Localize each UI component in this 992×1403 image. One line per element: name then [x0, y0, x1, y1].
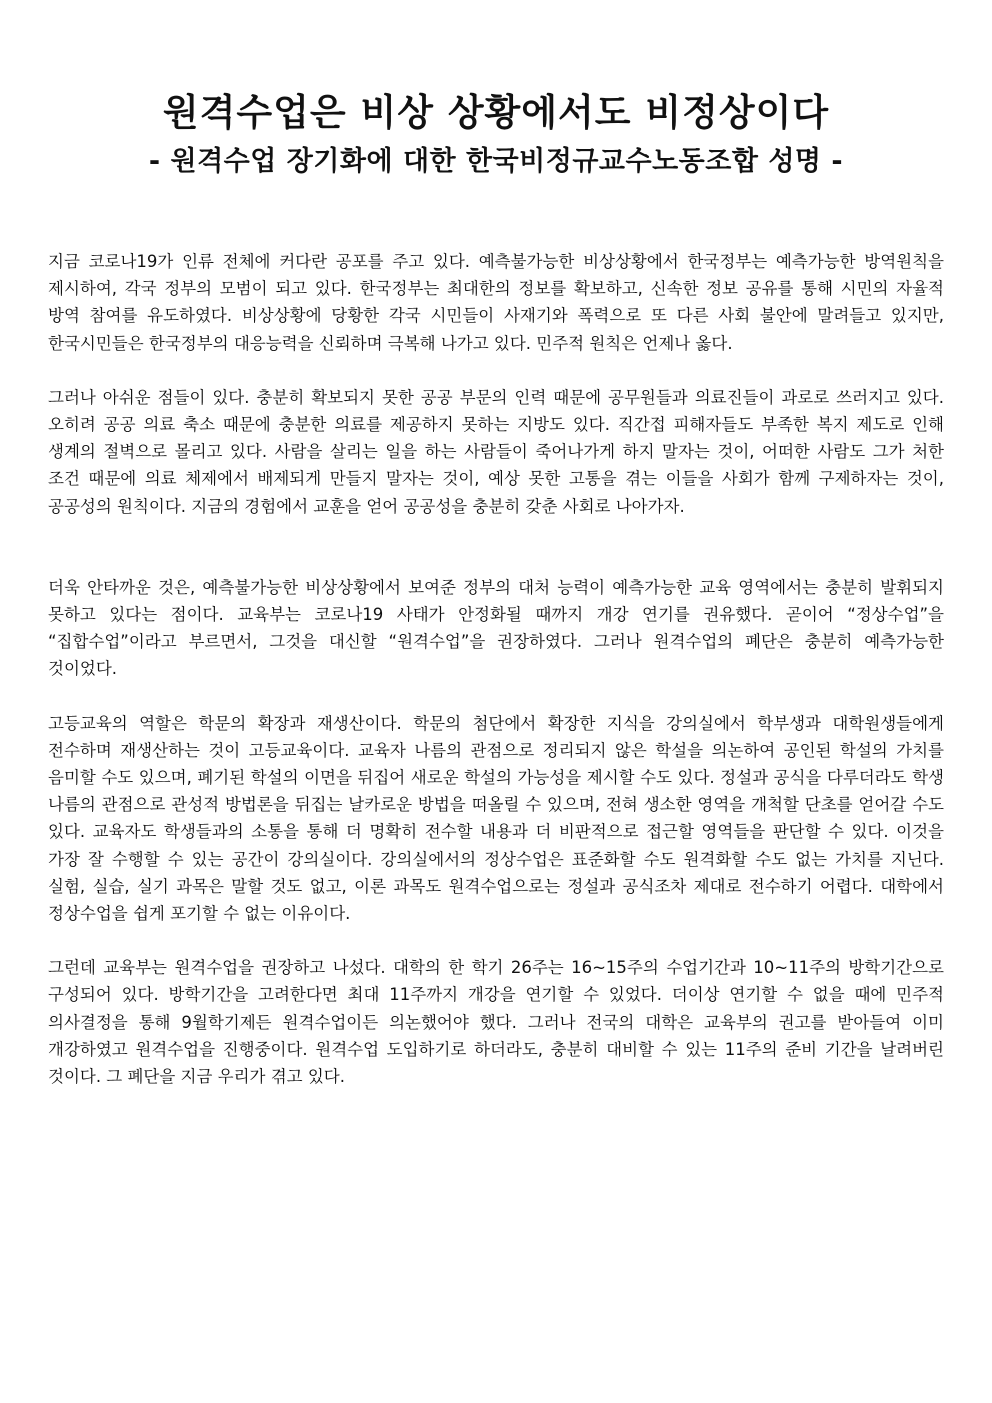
document-body	[48, 248, 944, 1090]
document-title: 원격수업은 비상 상황에서도 비정상이다	[162, 91, 830, 134]
paragraph-1: 지금 코로나19가 인류 전체에 커다란 공포를 주고 있다. 예측불가능한 비상상황에서 한국정부는 예측가능한 방역원칙을 제시하여, 각국 정부의 모범이 되고 있다. 한국정부는 최대한의 정보를 확보하고, 신속한 정보 공유를 통해 시민의 자율적 방역 참여를 유도하였다. 비상상황에 당황한 각국 시민들이 사재기와 폭력으로 또 다른 사회 불안에 말려들고 있지만, 한국시민들은 한국정부의 대응능력을 신뢰하며 극복해 나가고 있다. 민주적 원칙은 언제나 옳다.	[48, 252, 944, 353]
paragraph-3: 더욱 안타까운 것은, 예측불가능한 비상상황에서 보여준 정부의 대처 능력이 예측가능한 교육 영역에서는 충분히 발휘되지 못하고 있다는 점이다. 교육부는 코로나19 사태가 안정화될 때까지 개강 연기를 권유했다. 곧이어 “정상수업”을 “집합수업”이라고 부르면서, 그것을 대신할 “원격수업”을 권장하였다. 그러나 원격수업의 폐단은 충분히 예측가능한 것이었다.	[48, 577, 944, 679]
document-subtitle: - 원격수업 장기화에 대한 한국비정규교수노동조합 성명 -	[148, 146, 844, 177]
paragraph-4: 고등교육의 역할은 학문의 확장과 재생산이다. 학문의 첨단에서 확장한 지식을 강의실에서 학부생과 대학원생들에게 전수하며 재생산하는 것이 고등교육이다. 교육자 나름의 관점으로 정리되지 않은 학설을 의논하여 공인된 학설의 가치를 음미할 수도 있으며, 폐기된 학설의 이면을 뒤집어 새로운 학설의 가능성을 제시할 수도 있다. 정설과 공식을 다루더라도 학생 나름의 관점으로 관성적 방법론을 뒤집는 날카로운 방법을 떠올릴 수 있으며, 전혀 생소한 영역을 개척할 단초를 얻어갈 수도 있다. 교육자도 학생들과의 소통을 통해 더 명확히 전수할 내용과 더 비판적으로 접근할 영역들을 판단할 수 있다. 이것을 가장 잘 수행할 수 있는 공간이 강의실이다. 강의실에서의 정상수업은 표준화할 수도 원격화할 수도 없는 가치를 지닌다. 실험, 실습, 실기 과목은 말할 것도 없고, 이론 과목도 원격수업으로는 정설과 공식조차 제대로 전수하기 어렵다. 대학에서 정상수업을 쉽게 포기할 수 없는 이유이다.	[48, 713, 944, 924]
paragraph-5: 그런데 교육부는 원격수업을 권장하고 나섰다. 대학의 한 학기 26주는 16~15주의 수업기간과 10~11주의 방학기간으로 구성되어 있다. 방학기간을 고려한다면 최대 11주까지 개강을 연기할 수 있었다. 더이상 연기할 수 없을 때에 민주적 의사결정을 통해 9월학기제든 원격수업이든 의논했어야 했다. 그러나 전국의 대학은 교육부의 권고를 받아들여 이미 개강하였고 원격수업을 진행중이다. 원격수업 도입하기로 하더라도, 충분히 대비할 수 있는 11주의 준비 기간을 날려버린 것이다. 그 폐단을 지금 우리가 겪고 있다.	[48, 958, 944, 1087]
paragraph-2: 그러나 아쉬운 점들이 있다. 충분히 확보되지 못한 공공 부문의 인력 때문에 공무원들과 의료진들이 과로로 쓰러지고 있다. 오히려 공공 의료 축소 때문에 충분한 의료를 제공하지 못하는 지방도 있다. 직간접 피해자들도 부족한 복지 제도로 인해 생계의 절벽으로 몰리고 있다. 사람을 살리는 일을 하는 사람들이 죽어나가게 하지 말자는 것이, 어떠한 사람도 그가 처한 조건 때문에 의료 체제에서 배제되게 만들지 말자는 것이, 예상 못한 고통을 겪는 이들을 사회가 함께 구제하자는 것이, 공공성의 원칙이다. 지금의 경험에서 교훈을 얻어 공공성을 충분히 갖춘 사회로 나아가자.	[48, 387, 944, 516]
